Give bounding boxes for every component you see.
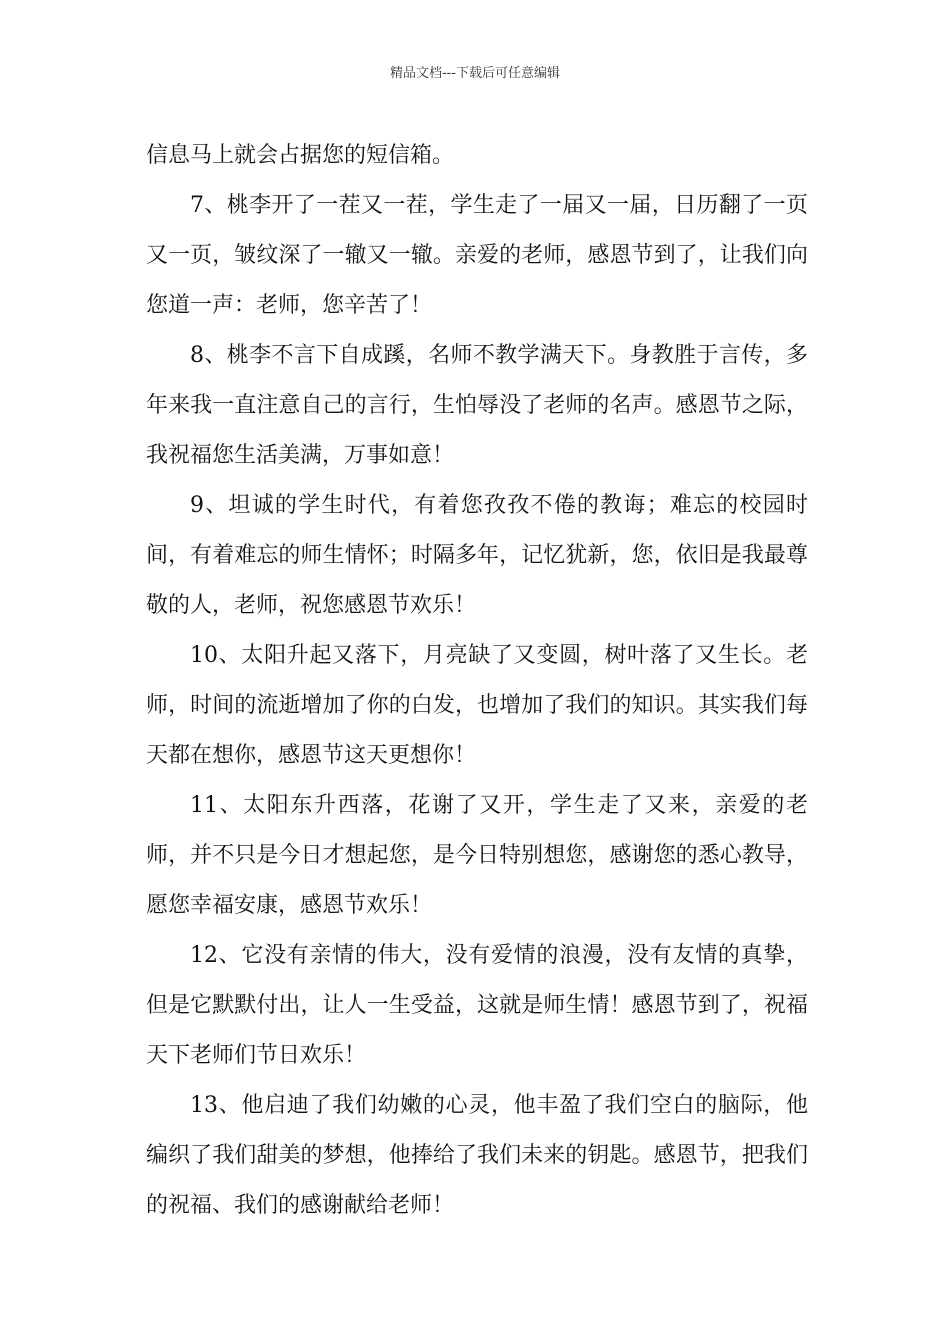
paragraph-10: 10、太阳升起又落下，月亮缺了又变圆，树叶落了又生长。老师，时间的流逝增加了你的白发，也增加了我们的知识。其实我们每天都在想你，感恩节这天更想你！: [146, 643, 808, 768]
paragraph-continuation: 信息马上就会占据您的短信箱。: [146, 143, 455, 168]
paragraph-13: 13、他启迪了我们幼嫩的心灵，他丰盈了我们空白的脑际，他编织了我们甜美的梦想，他捧给了我们未来的钥匙。感恩节，把我们的祝福、我们的感谢献给老师！: [146, 1093, 808, 1218]
document-body: [146, 131, 808, 1231]
paragraph-8: 8、桃李不言下自成蹊，名师不教学满天下。身教胜于言传，多年来我一直注意自己的言行，生怕辱没了老师的名声。感恩节之际，我祝福您生活美满，万事如意！: [146, 343, 808, 468]
paragraph-9: 9、坦诚的学生时代，有着您孜孜不倦的教诲；难忘的校园时间，有着难忘的师生情怀；时隔多年，记忆犹新，您，依旧是我最尊敬的人，老师，祝您感恩节欢乐！: [146, 493, 808, 618]
paragraph-12: 12、它没有亲情的伟大，没有爱情的浪漫，没有友情的真挚，但是它默默付出，让人一生受益，这就是师生情！感恩节到了，祝福天下老师们节日欢乐！: [146, 943, 808, 1068]
paragraph-7: 7、桃李开了一茬又一茬，学生走了一届又一届，日历翻了一页又一页，皱纹深了一辙又一辙。亲爱的老师，感恩节到了，让我们向您道一声：老师，您辛苦了！: [146, 193, 808, 318]
paragraph-11: 11、太阳东升西落，花谢了又开，学生走了又来，亲爱的老师，并不只是今日才想起您，是今日特别想您，感谢您的悉心教导，愿您幸福安康，感恩节欢乐！: [146, 793, 808, 918]
page-header: 精品文档---下载后可任意编辑: [389, 66, 561, 81]
